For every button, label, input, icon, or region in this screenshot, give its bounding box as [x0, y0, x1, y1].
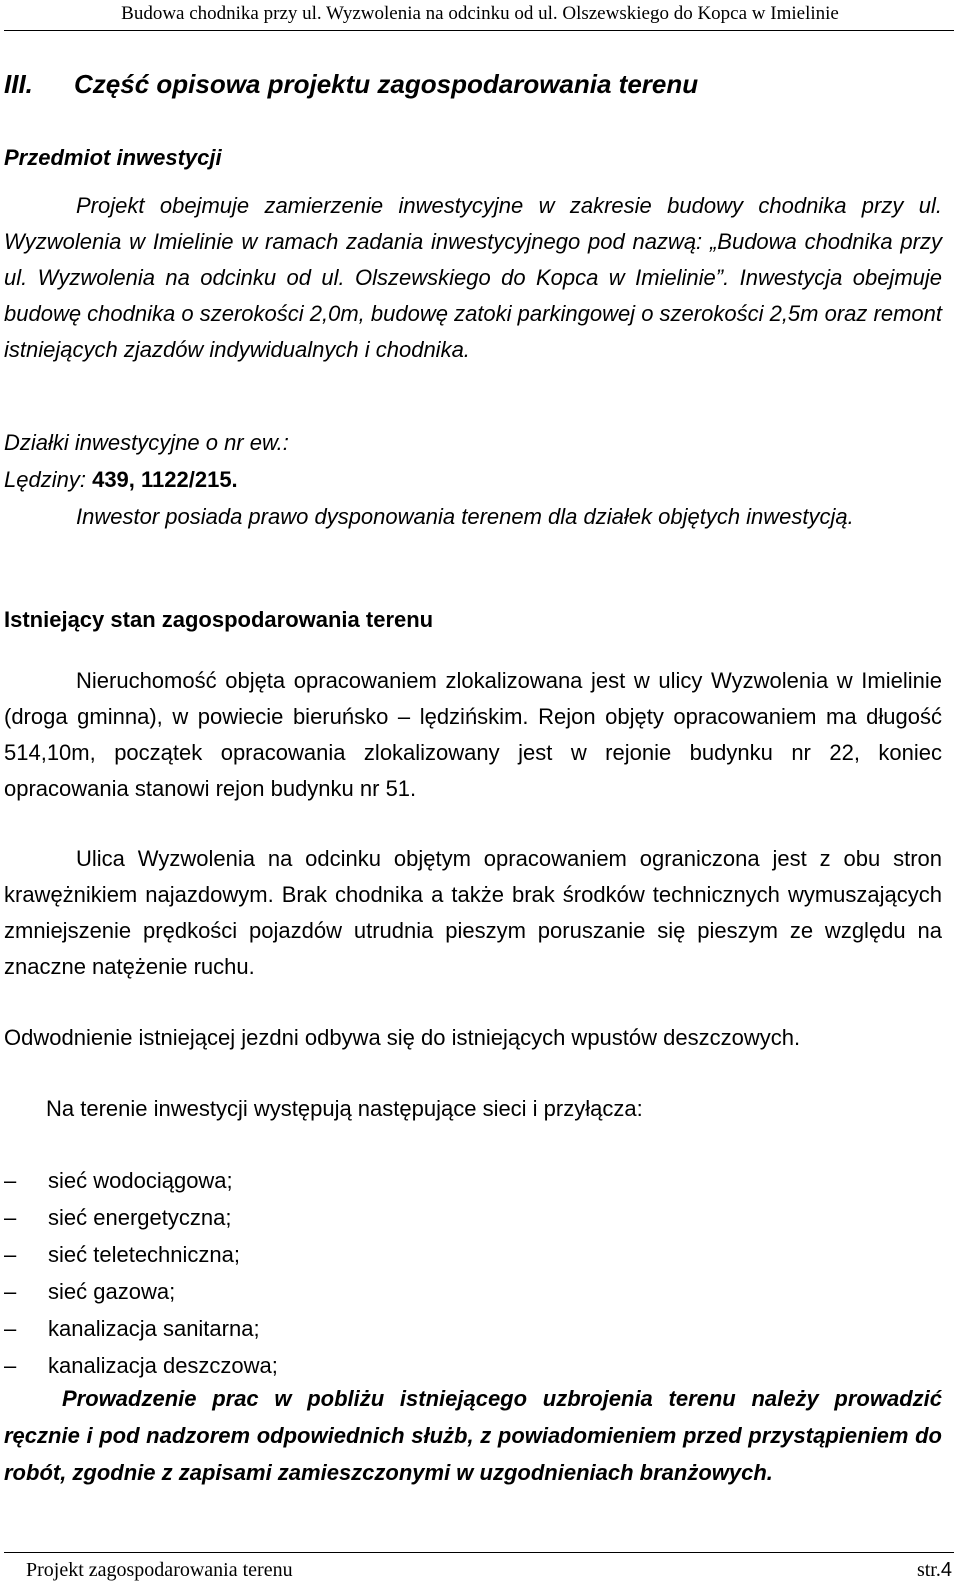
istniejacy-paragraph-2: [4, 841, 942, 985]
page-prefix: str.: [916, 1559, 941, 1581]
plots-numbers: 439, 1122/215.: [92, 467, 238, 492]
list-item: – sieć energetyczna;: [4, 1200, 904, 1237]
networks-list: [4, 1163, 904, 1385]
dash-bullet: –: [4, 1205, 17, 1230]
utilities-warning: [4, 1380, 942, 1491]
dash-bullet: –: [4, 1279, 17, 1304]
dash-bullet: –: [4, 1168, 17, 1193]
dash-bullet: –: [4, 1242, 17, 1267]
istniejacy-paragraph-2-text: Ulica Wyzwolenia na odcinku objętym opracowaniem ograniczona jest z obu stron krawężnikiem najazdowym. Brak chodnika a także brak środków technicznych wymuszających zmniejszenie prędkości pojazdów utrudnia pieszym poruszanie się pieszym ze względu na znaczne natężenie ruchu.: [4, 846, 942, 979]
page-number-value: 4: [940, 1559, 952, 1581]
subheading-przedmiot: Przedmiot inwestycji: [4, 145, 222, 170]
przedmiot-paragraph: [4, 188, 942, 368]
section-title: Część opisowa projektu zagospodarowania terenu: [74, 69, 699, 99]
istniejacy-paragraph-3: Odwodnienie istniejącej jezdni odbywa się do istniejących wpustów deszczowych.: [4, 1025, 801, 1050]
section-heading: [4, 64, 954, 104]
list-item: – sieć wodociągowa;: [4, 1163, 904, 1200]
dash-bullet: –: [4, 1316, 17, 1341]
plots-place: Lędziny:: [4, 467, 86, 492]
running-header: Budowa chodnika przy ul. Wyzwolenia na odcinku od ul. Olszewskiego do Kopca w Imielinie: [121, 3, 839, 24]
plots-label: Działki inwestycyjne o nr ew.:: [4, 430, 289, 455]
istniejacy-paragraph-1-text: Nieruchomość objęta opracowaniem zlokalizowana jest w ulicy Wyzwolenia w Imielinie (droga gminna), w powiecie bieruńsko – lędzińskim. Rejon objęty opracowaniem ma długość 514,10m, początek opracowania zlokalizowany jest w rejonie budynku nr 22, koniec opracowania stanowi rejon budynku nr 51.: [4, 668, 942, 801]
list-item: – sieć teletechniczna;: [4, 1237, 904, 1274]
utilities-warning-text: Prowadzenie prac w pobliżu istniejącego uzbrojenia terenu należy prowadzić ręcznie i pod nadzorem odpowiednich służb, z powiadomieniem przed przystąpieniem do robót, zgodnie z zapisami zamieszczonymi w uzgodnieniach branżowych.: [4, 1386, 942, 1485]
footer-divider: [4, 1552, 954, 1553]
dash-bullet: –: [4, 1353, 17, 1378]
istniejacy-paragraph-1: [4, 663, 942, 807]
investor-note-text: Inwestor posiada prawo dysponowania terenem dla działek objętych inwestycją.: [76, 504, 854, 529]
list-item: – kanalizacja deszczowa;: [4, 1348, 904, 1385]
list-item: – sieć gazowa;: [4, 1274, 904, 1311]
list-item: – kanalizacja sanitarna;: [4, 1311, 904, 1348]
footer-title: Projekt zagospodarowania terenu: [26, 1559, 293, 1581]
przedmiot-paragraph-text: Projekt obejmuje zamierzenie inwestycyjne w zakresie budowy chodnika przy ul. Wyzwolenia w Imielinie w ramach zadania inwestycyjnego pod nazwą: „Budowa chodnika przy ul. Wyzwolenia na odcinku od ul. Olszewskiego do Kopca w Imielinie”. Inwestycja obejmuje budowę chodnika o szerokości 2,0m, budowę zatoki parkingowej o szerokości 2,5m oraz remont istniejących zjazdów indywidualnych i chodnika.: [4, 193, 942, 362]
networks-intro: Na terenie inwestycji występują następujące sieci i przyłącza:: [46, 1096, 643, 1121]
plots-line: [4, 462, 238, 498]
investor-note: [4, 499, 942, 535]
page-number: [917, 1557, 952, 1583]
section-number: III.: [4, 69, 33, 99]
header-divider: [4, 30, 954, 31]
subheading-istniejacy: Istniejący stan zagospodarowania terenu: [4, 607, 434, 632]
